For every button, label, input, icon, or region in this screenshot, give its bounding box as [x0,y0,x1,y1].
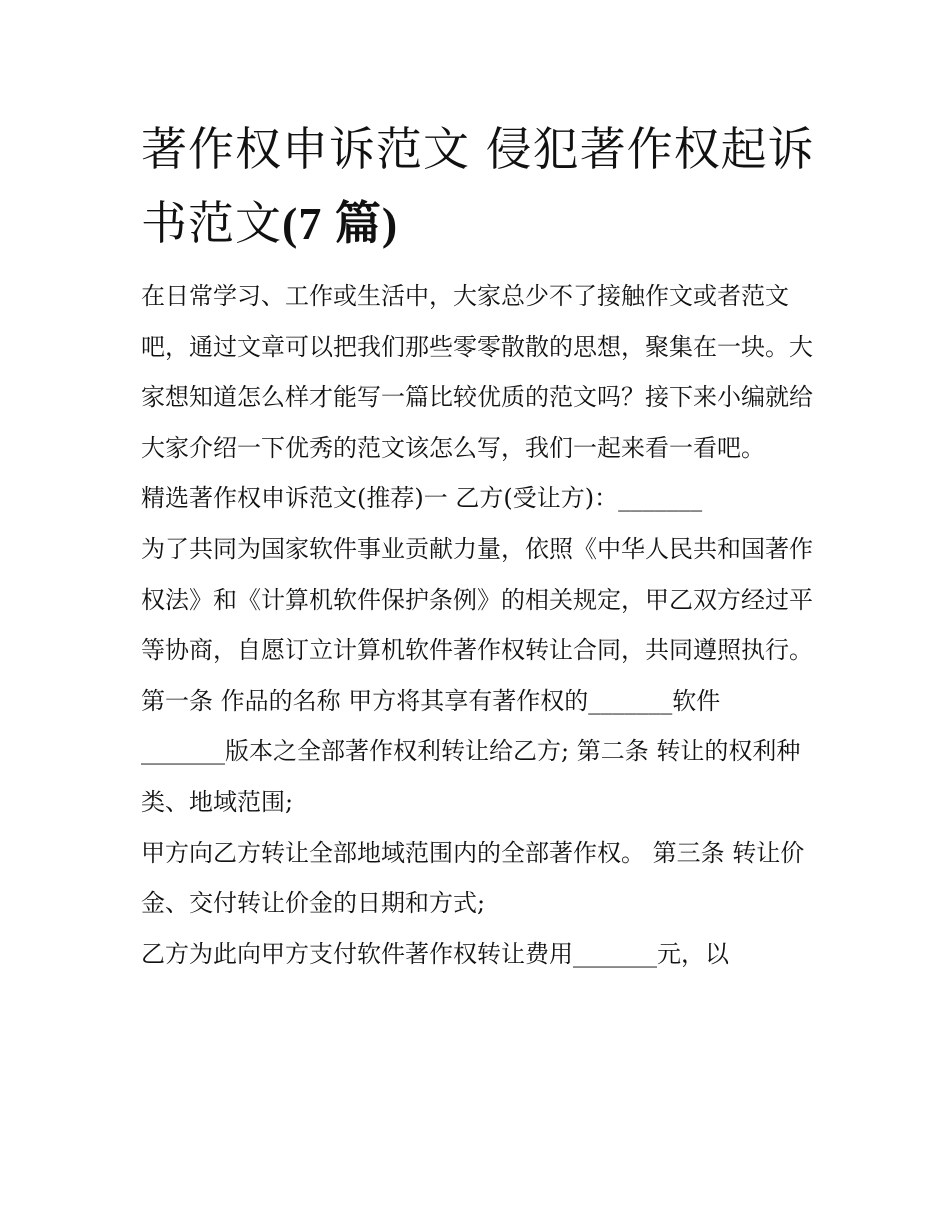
section-heading-paragraph: 精选著作权申诉范文(推荐)一 乙方(受让方)：_______ [141,484,703,513]
article-three-paragraph: 乙方为此向甲方支付软件著作权转让费用_______元，以 [141,939,729,968]
title-main-text: 著作权申诉范文 侵犯著作权起诉书范文 [141,122,815,250]
article-two-paragraph: 甲方向乙方转让全部地域范围内的全部著作权。 第三条 转让价金、交付转让价金的日期和方式; [141,838,805,918]
document-body [141,271,816,979]
document-page [141,112,816,979]
document-title [141,112,816,261]
title-count-text: (7 篇) [282,198,399,249]
intro-paragraph: 在日常学习、工作或生活中，大家总少不了接触作文或者范文吧，通过文章可以把我们那些零零散散的思想，聚集在一块。大家想知道怎么样才能写一篇比较优质的范文吗？接下来小编就给大家介绍一下优秀的范文该怎么写，我们一起来看一看吧。 [141,282,813,462]
contract-preamble-paragraph: 为了共同为国家软件事业贡献力量，依照《中华人民共和国著作权法》和《计算机软件保护条例》的相关规定，甲乙双方经过平等协商，自愿订立计算机软件著作权转让合同，共同遵照执行。 [141,534,813,665]
article-one-paragraph: 第一条 作品的名称 甲方将其享有著作权的_______软件 _______版本之全部著作权利转让给乙方; 第二条 转让的权利种类、地域范围; [141,686,801,816]
